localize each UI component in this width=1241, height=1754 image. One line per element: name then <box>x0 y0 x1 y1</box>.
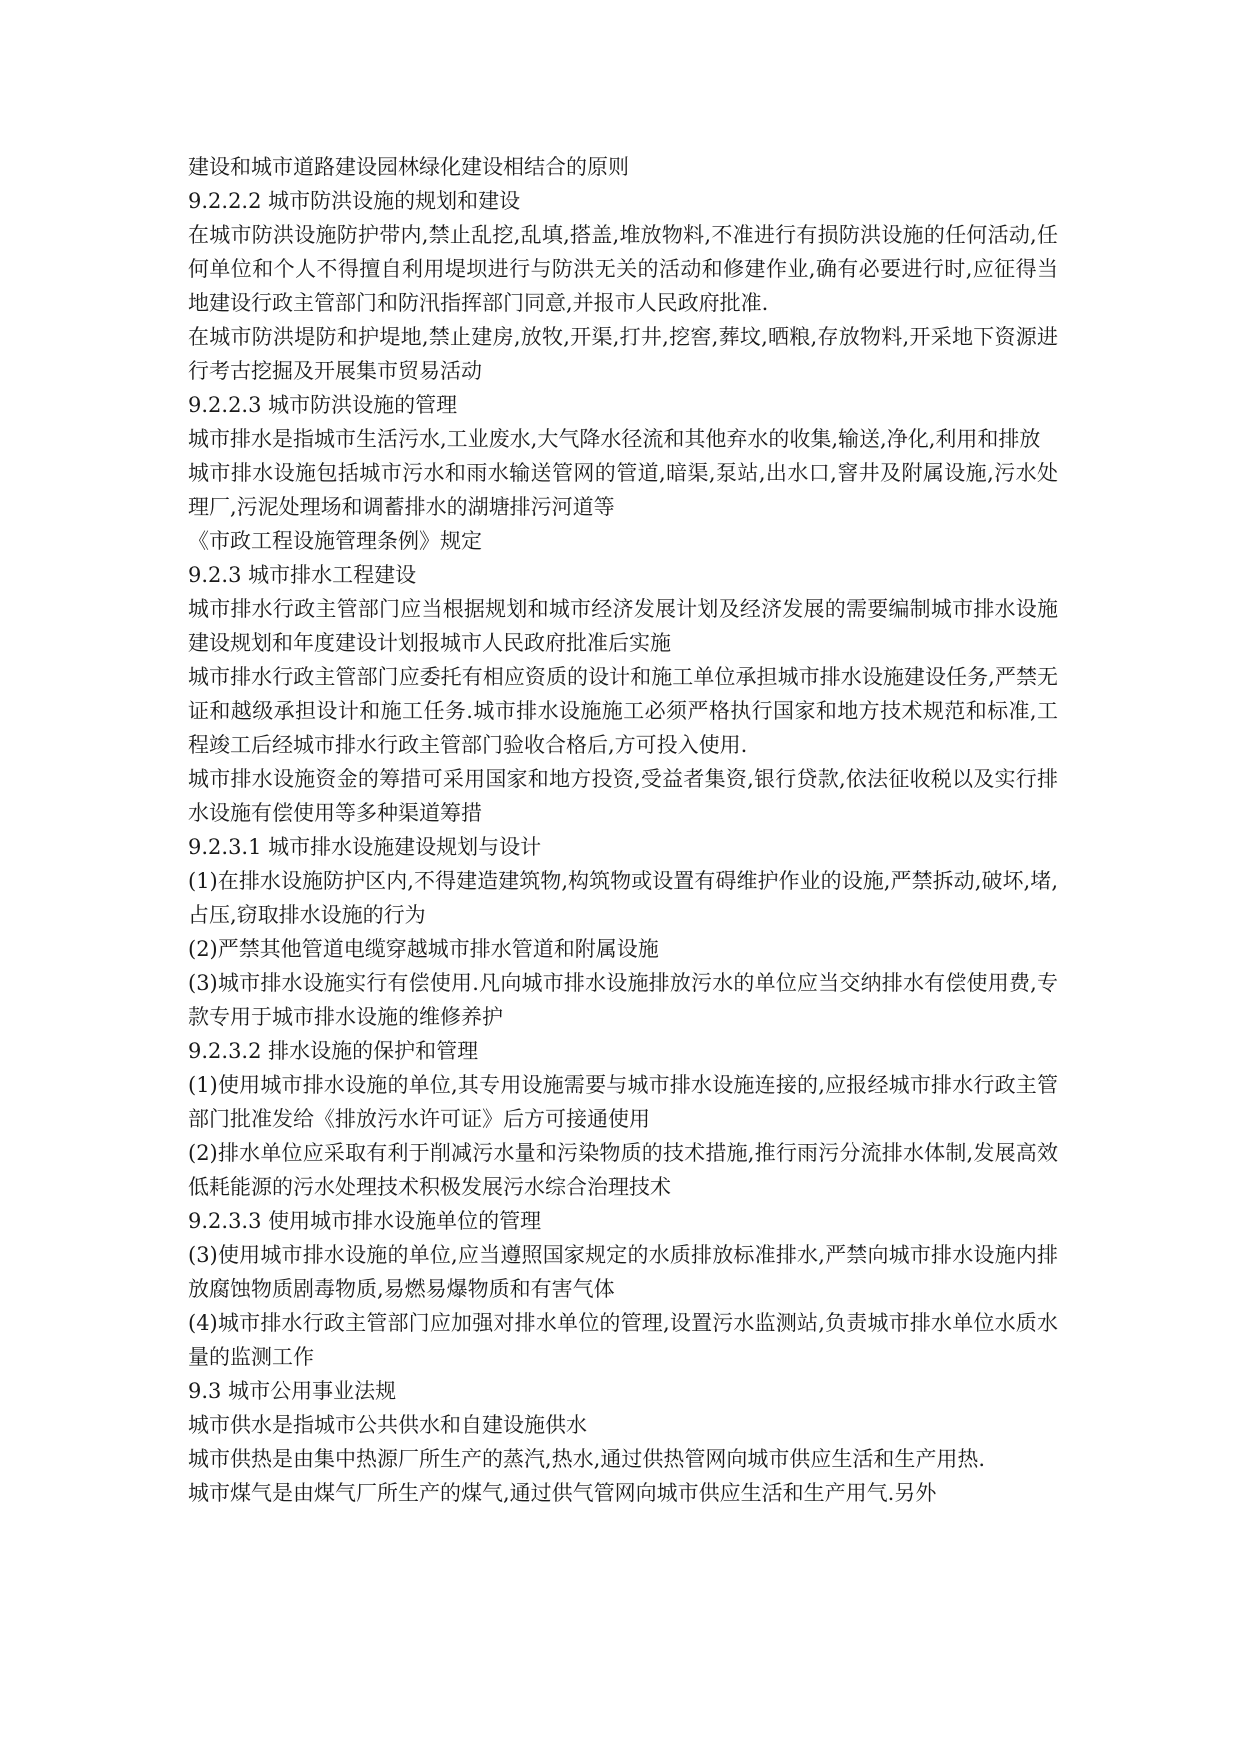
paragraph: 城市排水设施包括城市污水和雨水输送管网的管道,暗渠,泵站,出水口,窨井及附属设施,污水处理厂,污泥处理场和调蓄排水的湖塘排污河道等 <box>188 461 1058 519</box>
section-heading: 9.3 城市公用事业法规 <box>188 1379 397 1403</box>
section-heading: 9.2.3.2 排水设施的保护和管理 <box>188 1039 479 1063</box>
paragraph: (2)排水单位应采取有利于削减污水量和污染物质的技术措施,推行雨污分流排水体制,发展高效低耗能源的污水处理技术积极发展污水综合治理技术 <box>188 1141 1058 1199</box>
paragraph: (3)使用城市排水设施的单位,应当遵照国家规定的水质排放标准排水,严禁向城市排水设施内排放腐蚀物质剧毒物质,易燃易爆物质和有害气体 <box>188 1243 1058 1301</box>
section-heading: 9.2.3.1 城市排水设施建设规划与设计 <box>188 835 542 859</box>
paragraph: 城市供水是指城市公共供水和自建设施供水 <box>188 1413 587 1437</box>
paragraph: (3)城市排水设施实行有偿使用.凡向城市排水设施排放污水的单位应当交纳排水有偿使用费,专款专用于城市排水设施的维修养护 <box>188 971 1058 1029</box>
paragraph: 城市排水是指城市生活污水,工业废水,大气降水径流和其他弃水的收集,输送,净化,利用和排放 <box>188 427 1041 451</box>
paragraph: 城市供热是由集中热源厂所生产的蒸汽,热水,通过供热管网向城市供应生活和生产用热. <box>188 1447 986 1471</box>
section-heading: 9.2.3 城市排水工程建设 <box>188 563 417 587</box>
paragraph: 建设和城市道路建设园林绿化建设相结合的原则 <box>188 155 629 179</box>
document-body <box>188 150 1058 1510</box>
paragraph: (1)使用城市排水设施的单位,其专用设施需要与城市排水设施连接的,应报经城市排水行政主管部门批准发给《排放污水许可证》后方可接通使用 <box>188 1073 1058 1131</box>
section-heading: 9.2.2.2 城市防洪设施的规划和建设 <box>188 189 521 213</box>
paragraph: 在城市防洪堤防和护堤地,禁止建房,放牧,开渠,打井,挖窖,葬坟,晒粮,存放物料,开采地下资源进行考古挖掘及开展集市贸易活动 <box>188 325 1058 383</box>
paragraph: 城市排水设施资金的筹措可采用国家和地方投资,受益者集资,银行贷款,依法征收税以及实行排水设施有偿使用等多种渠道筹措 <box>188 767 1058 825</box>
paragraph: (1)在排水设施防护区内,不得建造建筑物,构筑物或设置有碍维护作业的设施,严禁拆动,破坏,堵,占压,窃取排水设施的行为 <box>188 869 1058 927</box>
paragraph: (4)城市排水行政主管部门应加强对排水单位的管理,设置污水监测站,负责城市排水单位水质水量的监测工作 <box>188 1311 1058 1369</box>
section-heading: 9.2.2.3 城市防洪设施的管理 <box>188 393 458 417</box>
paragraph: 城市煤气是由煤气厂所生产的煤气,通过供气管网向城市供应生活和生产用气.另外 <box>188 1481 937 1505</box>
paragraph: 城市排水行政主管部门应委托有相应资质的设计和施工单位承担城市排水设施建设任务,严禁无证和越级承担设计和施工任务.城市排水设施施工必须严格执行国家和地方技术规范和标准,工程竣工后经城市排水行政主管部门验收合格后,方可投入使用. <box>188 665 1058 757</box>
paragraph: 城市排水行政主管部门应当根据规划和城市经济发展计划及经济发展的需要编制城市排水设施建设规划和年度建设计划报城市人民政府批准后实施 <box>188 597 1058 655</box>
paragraph: 《市政工程设施管理条例》规定 <box>188 529 482 553</box>
paragraph: 在城市防洪设施防护带内,禁止乱挖,乱填,搭盖,堆放物料,不准进行有损防洪设施的任何活动,任何单位和个人不得擅自利用堤坝进行与防洪无关的活动和修建作业,确有必要进行时,应征得当地建设行政主管部门和防汛指挥部门同意,并报市人民政府批准. <box>188 223 1058 315</box>
paragraph: (2)严禁其他管道电缆穿越城市排水管道和附属设施 <box>188 937 659 961</box>
section-heading: 9.2.3.3 使用城市排水设施单位的管理 <box>188 1209 542 1233</box>
